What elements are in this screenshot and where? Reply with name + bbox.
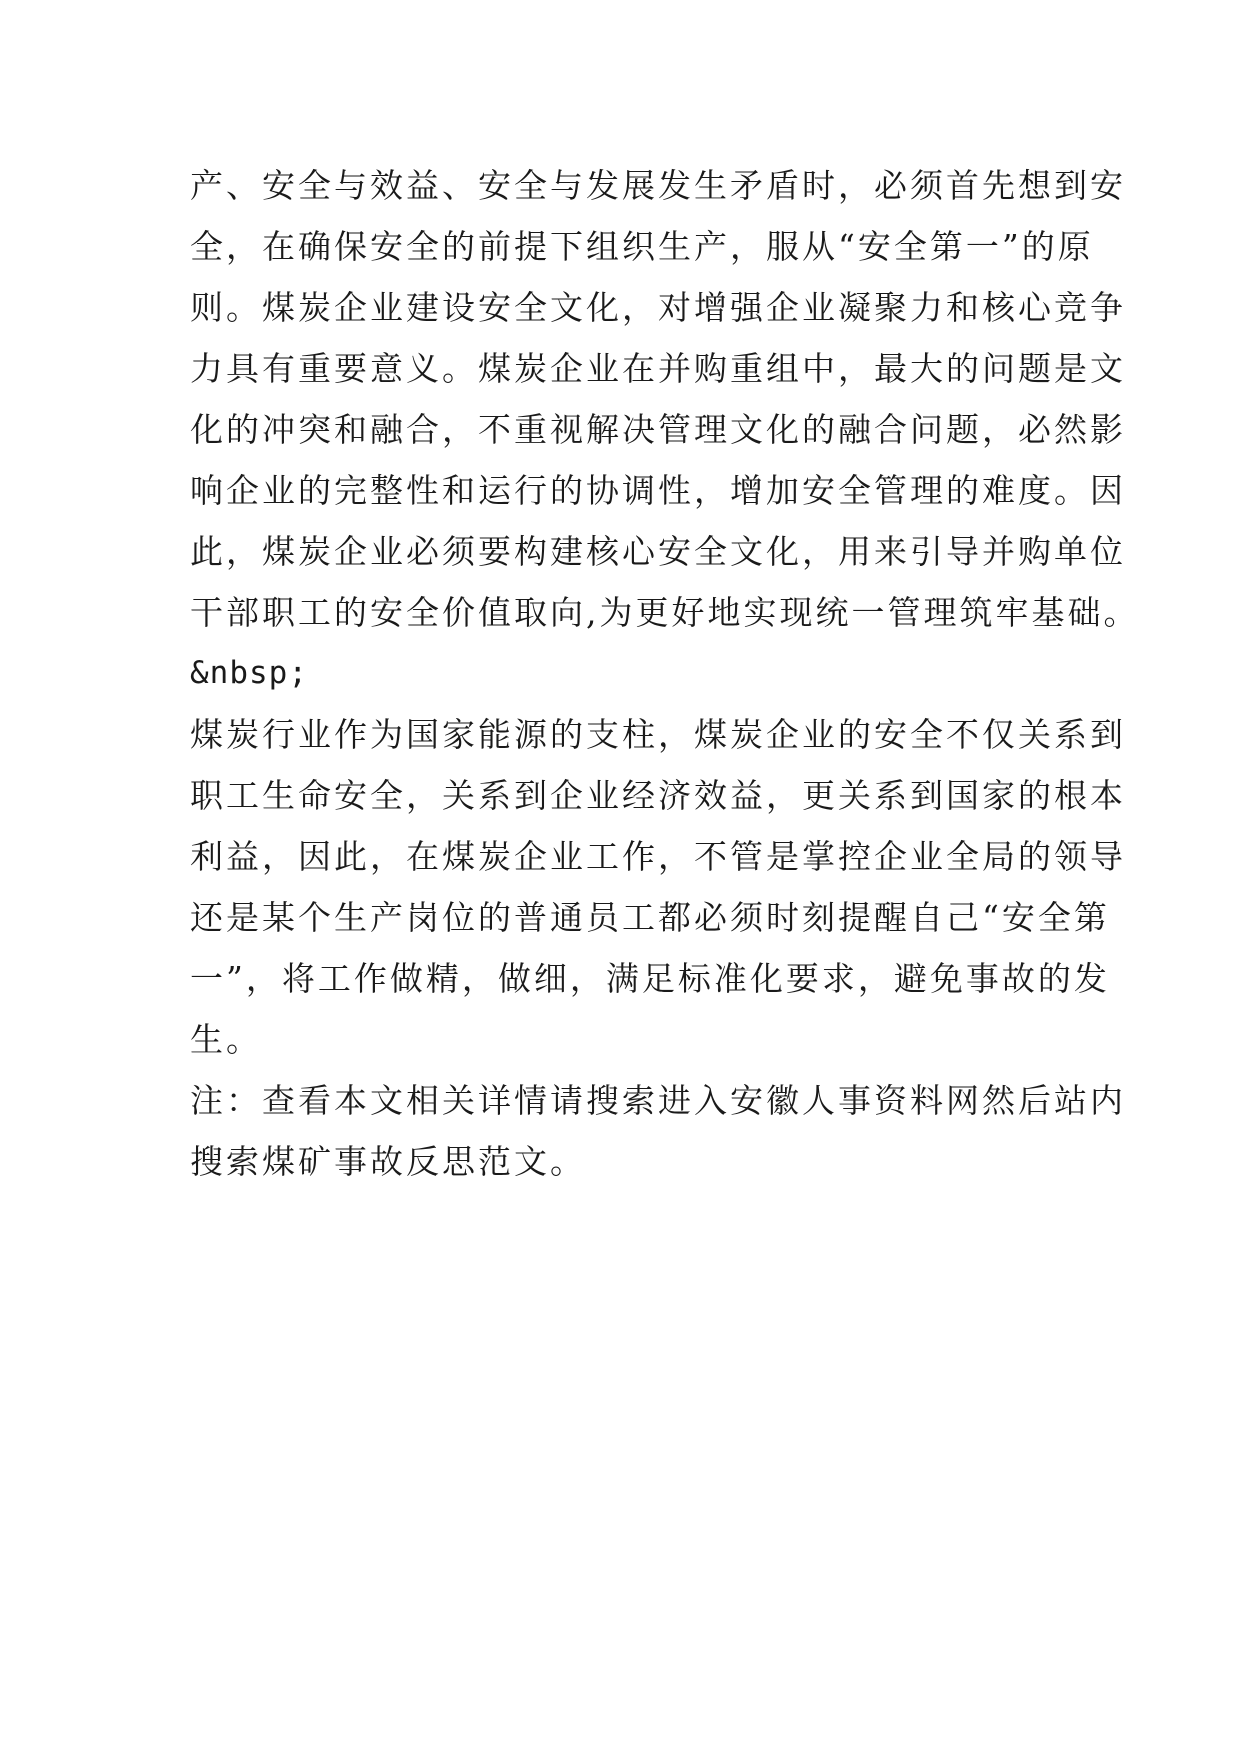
text-line: 还是某个生产岗位的普通员工都必须时刻提醒自己“安全第 <box>190 898 1110 937</box>
text-line: 利益，因此，在煤炭企业工作，不管是掌控企业全局的领导 <box>190 837 1126 876</box>
document-body <box>190 155 1140 1192</box>
text-line: 搜索煤矿事故反思范文。 <box>190 1142 586 1181</box>
nbsp-literal-text: &nbsp; <box>190 655 308 691</box>
text-line: 干部职工的安全价值取向,为更好地实现统一管理筑牢基础。 <box>190 593 1140 632</box>
text-line: 一”，将工作做精，做细，满足标准化要求，避免事故的发 <box>190 959 1110 998</box>
note-paragraph <box>190 1070 1126 1192</box>
text-line: 生。 <box>190 1020 262 1059</box>
text-line: 力具有重要意义。煤炭企业在并购重组中，最大的问题是文 <box>190 349 1126 388</box>
paragraph-coal-industry <box>190 704 1126 1070</box>
paragraph-safety-culture <box>190 155 1140 643</box>
text-line: 此，煤炭企业必须要构建核心安全文化，用来引导并购单位 <box>190 532 1126 571</box>
text-line: 煤炭行业作为国家能源的支柱，煤炭企业的安全不仅关系到 <box>190 715 1126 754</box>
text-line: 全，在确保安全的前提下组织生产，服从“安全第一”的原 <box>190 227 1094 266</box>
text-line: 则。煤炭企业建设安全文化，对增强企业凝聚力和核心竞争 <box>190 288 1126 327</box>
text-line: 职工生命安全，关系到企业经济效益，更关系到国家的根本 <box>190 776 1126 815</box>
text-line: 化的冲突和融合，不重视解决管理文化的融合问题，必然影 <box>190 410 1126 449</box>
text-line: 产、安全与效益、安全与发展发生矛盾时，必须首先想到安 <box>190 166 1126 205</box>
text-line: 响企业的完整性和运行的协调性，增加安全管理的难度。因 <box>190 471 1126 510</box>
text-line: 注：查看本文相关详情请搜索进入安徽人事资料网然后站内 <box>190 1081 1126 1120</box>
